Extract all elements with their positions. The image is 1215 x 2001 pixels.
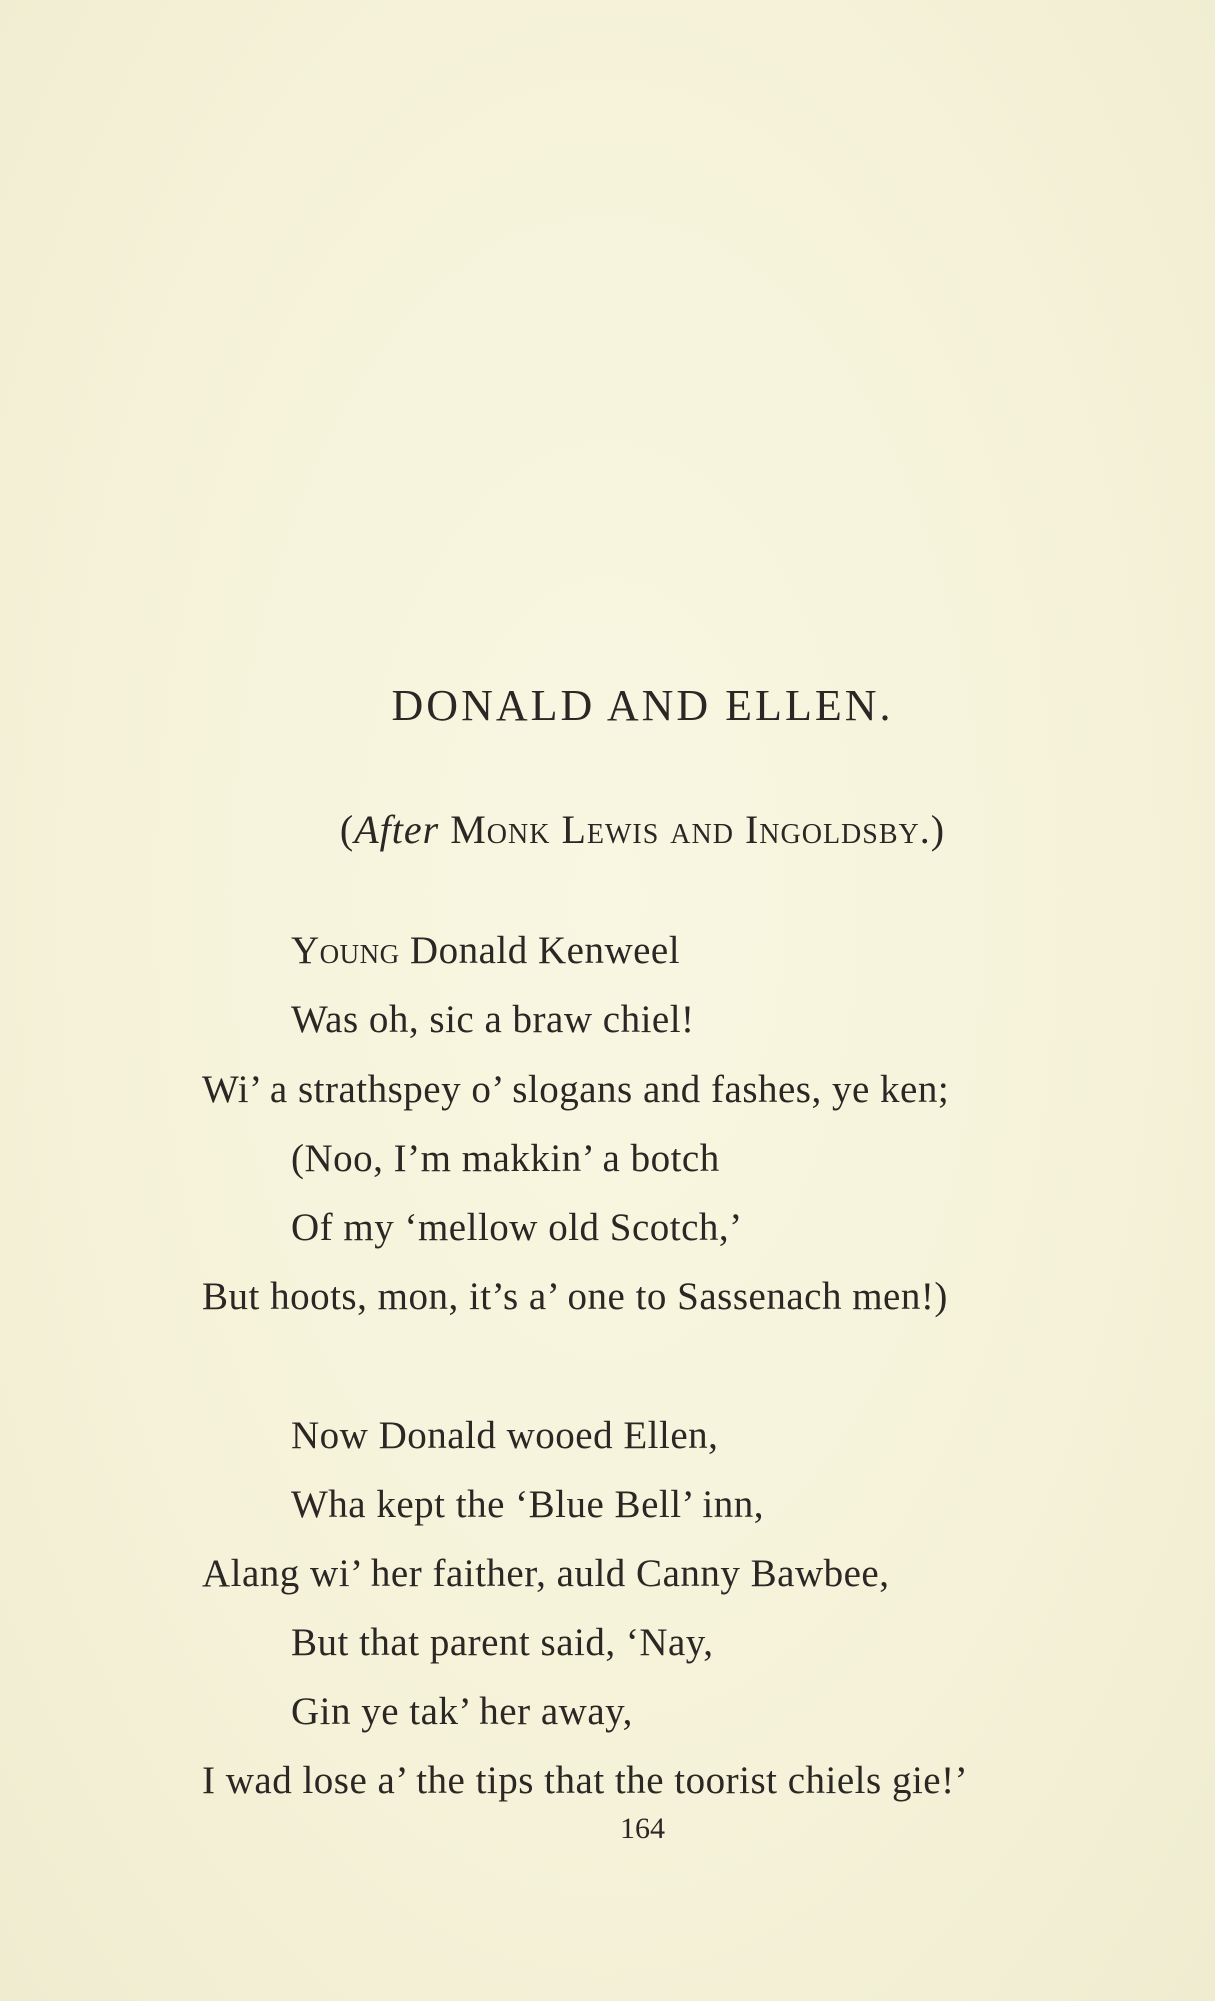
subtitle-after: After (354, 807, 440, 852)
page-number: 164 (620, 1812, 665, 1845)
stanza-1-line-3: Wi’ a strathspey o’ slogans and fashes, ye ken; (202, 1068, 950, 1111)
stanza-1-line-5: Of my ‘mellow old Scotch,’ (291, 1206, 743, 1249)
stanza-1-line-2: Was oh, sic a braw chiel! (291, 998, 695, 1041)
stanza-1-line-1 (291, 928, 680, 973)
stanza-2-line-2: Wha kept the ‘Blue Bell’ inn, (291, 1483, 764, 1526)
stanza-2-line-5: Gin ye tak’ her away, (291, 1690, 633, 1733)
poem-subtitle (0, 806, 1215, 853)
stanza-2-line-1: Now Donald wooed Ellen, (291, 1414, 719, 1457)
stanza-2-line-6: I wad lose a’ the tips that the toorist chiels gie!’ (202, 1759, 969, 1802)
stanza-2-line-3: Alang wi’ her faither, auld Canny Bawbee, (202, 1552, 890, 1595)
poem-title: DONALD AND ELLEN. (391, 681, 894, 730)
stanza-1-line-1-text: Donald Kenweel (399, 929, 681, 972)
stanza-1-line-1-lead: Young (291, 929, 400, 972)
stanza-1-line-4: (Noo, I’m makkin’ a botch (291, 1137, 720, 1180)
stanza-2-line-4: But that parent said, ‘Nay, (291, 1621, 714, 1664)
subtitle-attribution: Monk Lewis and Ingoldsby.) (439, 807, 946, 852)
stanza-1-line-6: But hoots, mon, it’s a’ one to Sassenach men!) (202, 1275, 948, 1318)
subtitle-open-paren: ( (339, 807, 355, 852)
